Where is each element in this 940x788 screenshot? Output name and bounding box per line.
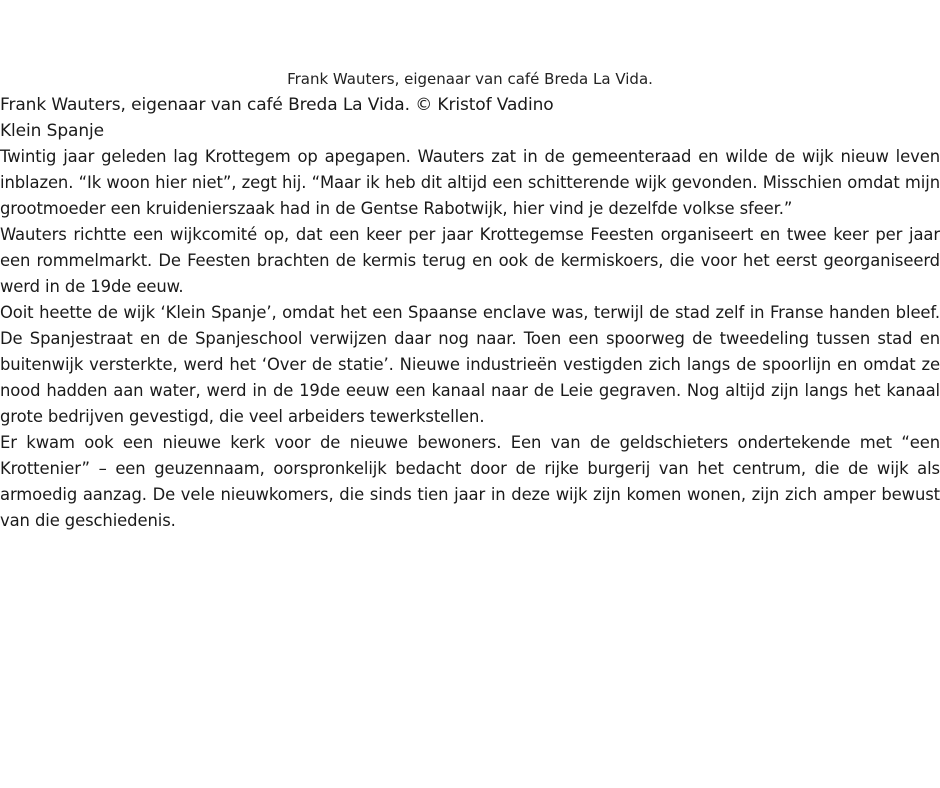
section-heading: Klein Spanje — [0, 121, 104, 141]
figure-caption: Frank Wauters, eigenaar van café Breda La Vida. — [287, 70, 653, 88]
article-body — [0, 66, 940, 534]
paragraph-3: Ooit heette de wijk ‘Klein Spanje’, omdat het een Spaanse enclave was, terwijl de stad zelf in Franse handen bleef. De Spanjestraat en de Spanjeschool verwijzen daar nog naar. Toen een spoorweg de tweedeling tussen stad en buitenwijk versterkte, werd het ‘Over de statie’. Nieuwe industrieën vestigden zich langs de spoorlijn en omdat ze nood hadden aan water, werd in de 19de eeuw een kanaal naar de Leie gegraven. Nog altijd zijn langs het kanaal grote bedrijven gevestigd, die veel arbeiders tewerkstellen. — [0, 303, 940, 426]
paragraph-2: Wauters richtte een wijkcomité op, dat een keer per jaar Krottegemse Feesten organiseert en twee keer per jaar een rommelmarkt. De Feesten brachten de kermis terug en ook de kermiskoers, die voor het eerst georganiseerd werd in de 19de eeuw. — [0, 225, 940, 296]
photo-caption: Frank Wauters, eigenaar van café Breda La Vida. © Kristof Vadino — [0, 95, 554, 115]
paragraph-1: Twintig jaar geleden lag Krottegem op apegapen. Wauters zat in de gemeenteraad en wilde de wijk nieuw leven inblazen. “Ik woon hier niet”, zegt hij. “Maar ik heb dit altijd een schitterende wijk gevonden. Misschien omdat mijn grootmoeder een kruidenierszaak had in de Gentse Rabotwijk, hier vind je dezelfde volkse sfeer.” — [0, 147, 940, 218]
paragraph-4: Er kwam ook een nieuwe kerk voor de nieuwe bewoners. Een van de geldschieters ondertekende met “een Krottenier” – een geuzennaam, oorspronkelijk bedacht door de rijke burgerij van het centrum, die de wijk als armoedig aanzag. De vele nieuwkomers, die sinds tien jaar in deze wijk zijn komen wonen, zijn zich amper bewust van die geschiedenis. — [0, 433, 940, 530]
